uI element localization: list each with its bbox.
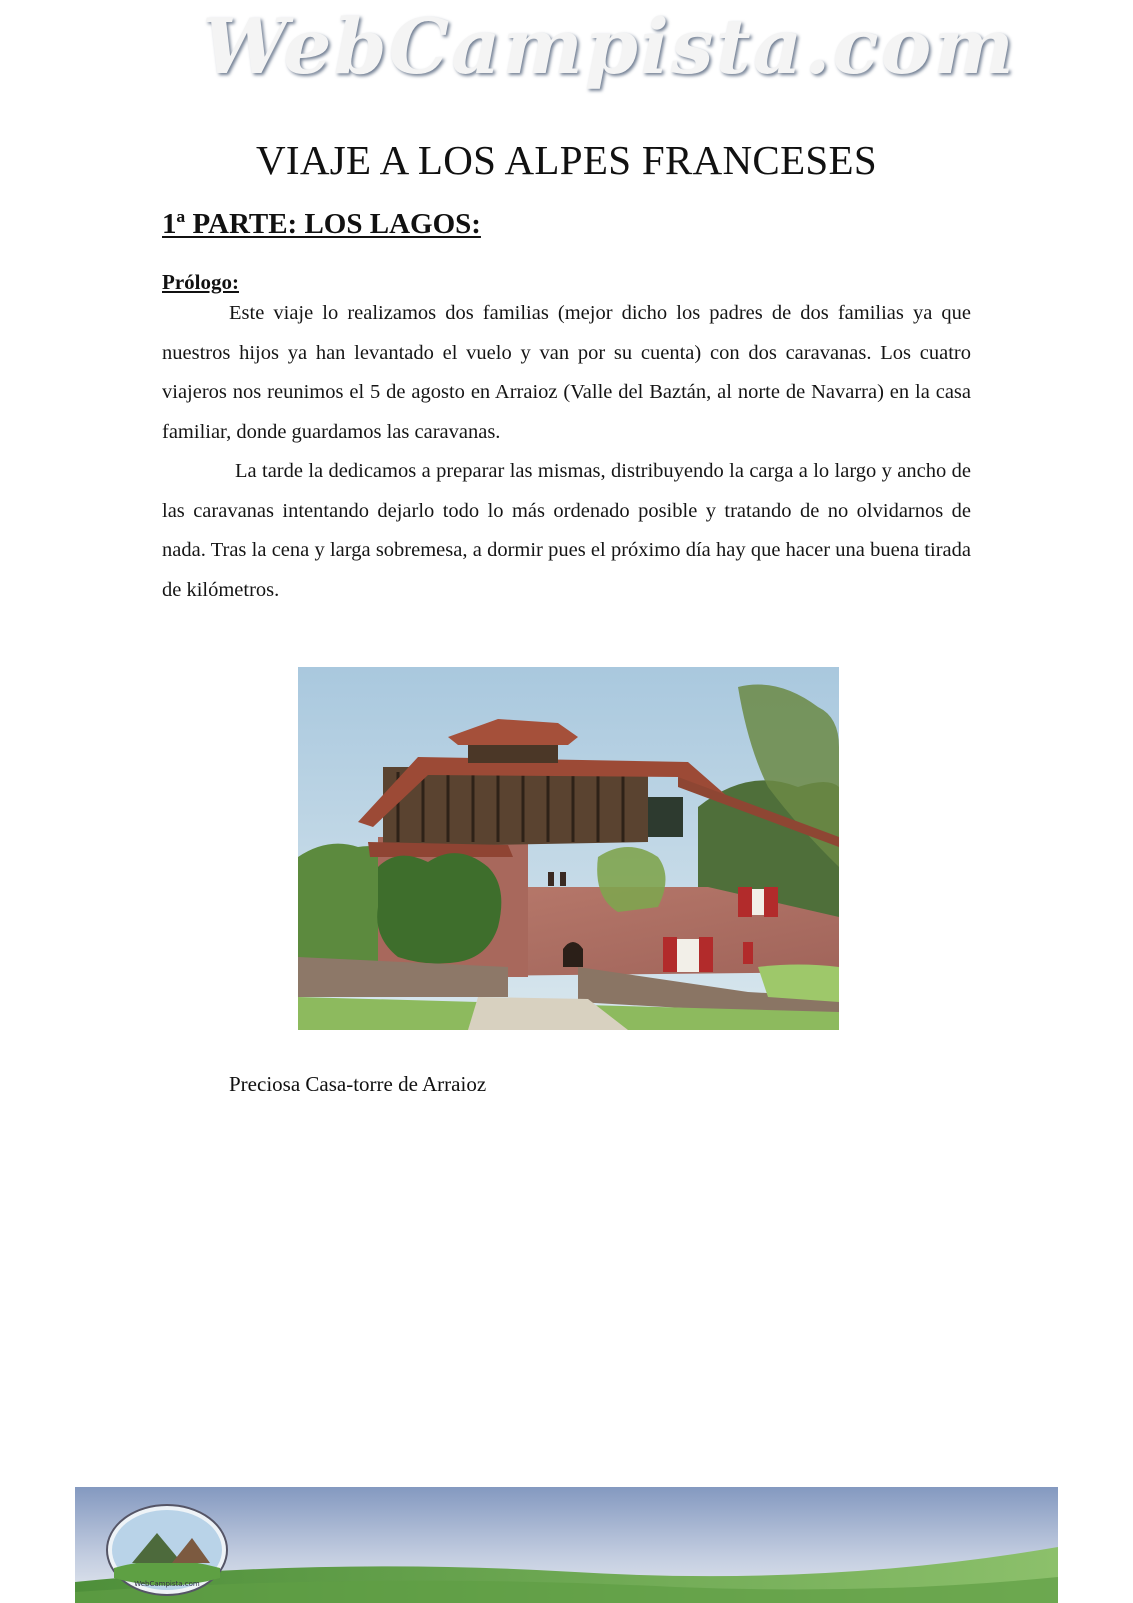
- paragraph-2: La tarde la dedicamos a preparar las mismas, distribuyendo la carga a lo largo y ancho de las caravanas intentando dejarlo todo lo más ordenado posible y tratando de no olvidarnos de nada. Tras la cena y larga sobremesa, a dormir pues el próximo día hay que hacer una buena tirada de kilómetros.: [162, 460, 971, 601]
- photo-caption: Preciosa Casa-torre de Arraioz: [229, 1072, 487, 1096]
- body-text: [162, 294, 971, 610]
- banner-brand-text[interactable]: WebCampista.com: [202, 2, 1016, 91]
- house-photo: [298, 667, 839, 1030]
- document-title: VIAJE A LOS ALPES FRANCESES: [256, 137, 877, 183]
- logo-text: WebCampista.com: [134, 1580, 200, 1588]
- camping-tent-logo-icon: [102, 1498, 232, 1598]
- part-heading: 1ª PARTE: LOS LAGOS:: [162, 208, 481, 240]
- paragraph-1: Este viaje lo realizamos dos familias (mejor dicho los padres de dos familias ya que nuestros hijos ya han levantado el vuelo y van por su cuenta) con dos caravanas. Los cuatro viajeros nos reunimos el 5 de agosto en Arraioz (Valle del Baztán, al norte de Navarra) en la casa familiar, donde guardamos las caravanas.: [162, 302, 971, 443]
- section-label-prologue: Prólogo:: [162, 270, 239, 294]
